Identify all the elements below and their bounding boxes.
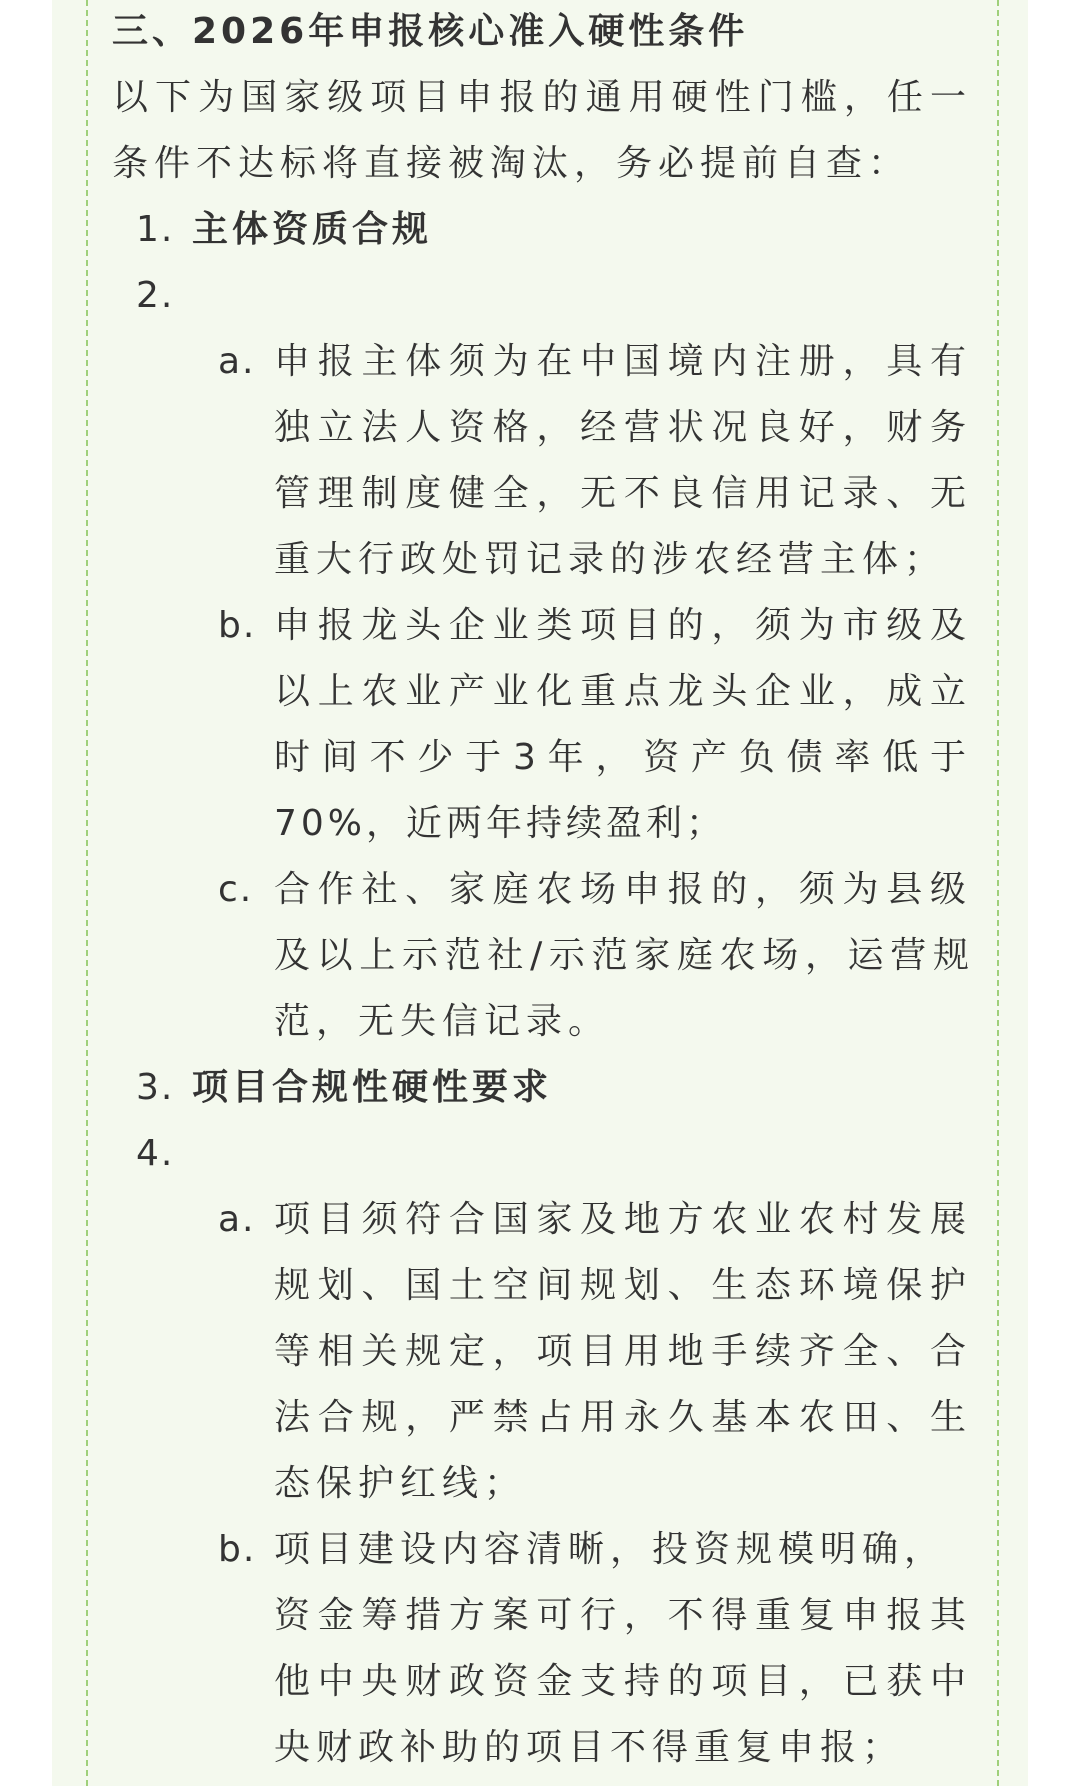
section-title: 三、2026年申报核心准入硬性条件 — [112, 11, 749, 52]
sub-item-1b-line-3: 时间不少于3年，资产负债率低于 — [274, 737, 972, 778]
sub-item-1a-line-1: 申报主体须为在中国境内注册，具有 — [274, 341, 972, 382]
sub-item-1c-line-3: 范，无失信记录。 — [274, 1001, 611, 1042]
sub-item-2a-line-1: 项目须符合国家及地方农业农村发展 — [274, 1199, 972, 1240]
sub-marker-1b: b. — [218, 605, 257, 646]
sub-item-2a-line-2: 规划、国土空间规划、生态环境保护 — [274, 1265, 972, 1306]
list-number-1: 1. — [136, 209, 175, 250]
sub-item-1b-line-4: 70%，近两年持续盈利； — [274, 803, 727, 844]
page-margin-right — [1028, 0, 1080, 1786]
list-number-2: 2. — [136, 275, 175, 316]
sub-marker-2a: a. — [218, 1199, 256, 1240]
sub-item-1a-line-4: 重大行政处罚记录的涉农经营主体； — [274, 539, 947, 580]
sub-item-2a-line-5: 态保护红线； — [274, 1463, 527, 1504]
sub-item-2a-line-4: 法合规，严禁占用永久基本农田、生 — [274, 1397, 972, 1438]
sub-item-1c-line-2: 及以上示范社/示范家庭农场，运营规 — [274, 935, 972, 976]
list-number-4: 4. — [136, 1133, 175, 1174]
sub-item-2b-line-4: 央财政补助的项目不得重复申报； — [274, 1727, 905, 1768]
sub-item-1c-line-1: 合作社、家庭农场申报的，须为县级 — [274, 869, 972, 910]
sub-item-1b-line-2: 以上农业产业化重点龙头企业，成立 — [274, 671, 972, 712]
sub-item-2b-line-2: 资金筹措方案可行，不得重复申报其 — [274, 1595, 972, 1636]
sub-marker-1a: a. — [218, 341, 256, 382]
intro-line-2: 条件不达标将直接被淘汰，务必提前自查： — [112, 143, 911, 184]
sub-item-1b-line-1: 申报龙头企业类项目的，须为市级及 — [274, 605, 972, 646]
sub-item-1a-line-3: 管理制度健全，无不良信用记录、无 — [274, 473, 972, 514]
sub-item-2a-line-3: 等相关规定，项目用地手续齐全、合 — [274, 1331, 972, 1372]
sub-marker-2b: b. — [218, 1529, 257, 1570]
sub-item-2b-line-1: 项目建设内容清晰，投资规模明确， — [274, 1529, 947, 1570]
list-item-1-title: 主体资质合规 — [192, 209, 433, 250]
sub-item-2b-line-3: 他中央财政资金支持的项目，已获中 — [274, 1661, 972, 1702]
intro-line-1: 以下为国家级项目申报的通用硬性门槛，任一 — [112, 77, 972, 118]
list-item-3-title: 项目合规性硬性要求 — [192, 1067, 553, 1108]
sub-marker-1c: c. — [218, 869, 254, 910]
sub-item-1a-line-2: 独立法人资格，经营状况良好，财务 — [274, 407, 972, 448]
panel-dashed-border-right — [997, 0, 999, 1786]
page-margin-left — [0, 0, 52, 1786]
list-number-3: 3. — [136, 1067, 175, 1108]
panel-dashed-border-left — [86, 0, 88, 1786]
